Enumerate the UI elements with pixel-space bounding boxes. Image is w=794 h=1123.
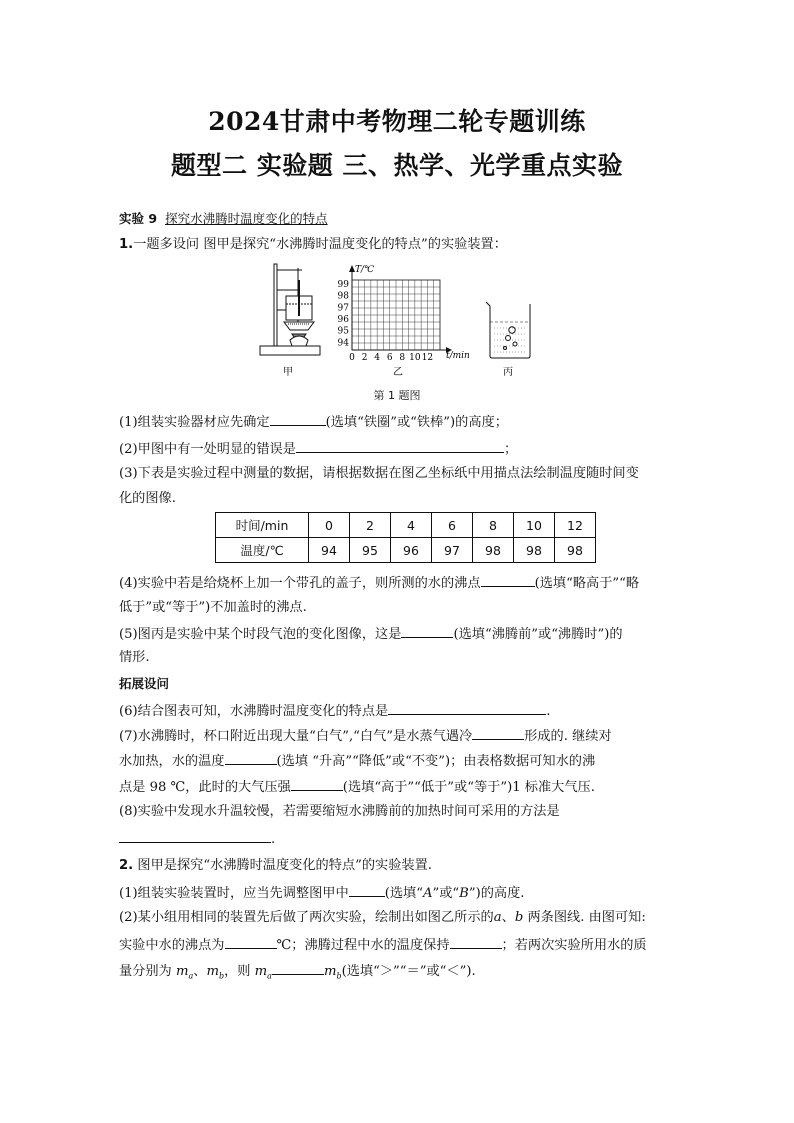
- x-tick-label: 6: [386, 353, 393, 363]
- x-tick-label: 10: [409, 353, 421, 363]
- q1-part4-line1: (4)实验中若是给烧杯上加一个带孔的盖子，则所测的水的沸点 (选填“略高于”“略: [119, 576, 640, 591]
- answer-blank[interactable]: [401, 625, 453, 638]
- q1-part2: (2)甲图中有一处明显的错误是 ；: [119, 442, 518, 457]
- data-table: [215, 512, 596, 563]
- q1-part7-line1: (7)水沸腾时，杯口附近出现大量“白气”,“白气”是水蒸气遇冷 形成的. 继续对: [119, 729, 612, 744]
- table-header-temp: 温度/℃: [216, 538, 309, 563]
- x-tick-label: 12: [421, 353, 434, 363]
- q1-part4-line2: 低于”或“等于”)不加盖时的沸点.: [119, 600, 307, 615]
- y-tick-label: 94: [337, 338, 349, 349]
- x-tick-label: 2: [361, 353, 368, 363]
- q2-number: 2.: [119, 858, 134, 873]
- q1-tag: 一题多设问: [133, 237, 200, 252]
- y-tick-label: 97: [337, 303, 349, 314]
- x-axis-label: t/min: [446, 351, 470, 361]
- graph-yi: [338, 265, 471, 363]
- fig-label-bing: 丙: [503, 367, 513, 378]
- table-row: 时间/min 0 2 4 6 8 10 12: [216, 513, 596, 538]
- apparatus-jia: [260, 264, 320, 355]
- x-tick-label: 8: [399, 353, 406, 363]
- extension-heading: 拓展设问: [119, 676, 170, 691]
- q2-part1: (1)组装实验装置时，应当先调整图甲中 (选填“A”或“B”)的高度.: [119, 886, 525, 901]
- fig-label-yi: 乙: [393, 367, 403, 378]
- answer-blank[interactable]: [388, 702, 546, 715]
- table-row: 温度/℃ 94 95 96 97 98 98 98: [216, 538, 596, 563]
- answer-blank[interactable]: [270, 413, 326, 426]
- q1-part8-line1: (8)实验中发现水升温较慢，若需要缩短水沸腾前的加热时间可采用的方法是: [119, 804, 560, 819]
- fig-label-jia: 甲: [283, 367, 293, 378]
- q1-part7-line2: 水加热，水的温度 (选填 “升高”“降低”或“不变”)；由表格数据可知水的沸: [119, 754, 596, 769]
- q1-part3-line2: 化的图像.: [119, 491, 176, 506]
- section-label: 实验 9: [119, 211, 158, 226]
- answer-blank[interactable]: [349, 884, 385, 897]
- table-header-time: 时间/min: [216, 513, 309, 538]
- y-tick-label: 98: [337, 291, 349, 302]
- q2-part2-line1: (2)某小组用相同的装置先后做了两次实验，绘制出如图乙所示的a、b 两条图线. 由图可知:: [119, 910, 646, 925]
- q2-part2-line3: 量分别为 $m_a$、$m_b$，则 $m_a$ $m_b$(选填“＞”“＝”或“＜”).: [119, 964, 476, 981]
- answer-blank[interactable]: [225, 936, 277, 949]
- x-tick-label: 4: [374, 353, 381, 363]
- q1-part1: (1)组装实验器材应先确定 (选填“铁圈”或“铁棒”)的高度；: [119, 415, 508, 430]
- q1-number: 1.: [119, 237, 134, 252]
- q2-intro: 2. 图甲是探究“水沸腾时温度变化的特点”的实验装置.: [119, 858, 432, 873]
- answer-blank[interactable]: [119, 830, 271, 843]
- section-heading: [119, 211, 679, 227]
- x-tick-label: 0: [349, 353, 355, 363]
- page-title: 2024甘肃中考物理二轮专题训练: [208, 107, 586, 136]
- q1-part5-line1: (5)图丙是实验中某个时段气泡的变化图像，这是 (选填“沸腾前”或“沸腾时”)的: [119, 627, 623, 642]
- answer-blank[interactable]: [272, 962, 324, 975]
- q1-part5-line2: 情形.: [119, 650, 150, 665]
- answer-blank[interactable]: [296, 440, 504, 453]
- q2-part2-line2: 实验中水的沸点为 ℃；沸腾过程中水的温度保持 ；若两次实验所用水的质: [119, 938, 647, 953]
- q1-part7-line3: 点是 98 ℃，此时的大气压强 (选填“高于”“低于”或“等于”)1 标准大气压.: [119, 780, 595, 795]
- figure-caption: 第 1 题图: [373, 389, 421, 402]
- answer-blank[interactable]: [481, 574, 535, 587]
- answer-blank[interactable]: [225, 752, 277, 765]
- y-tick-label: 96: [337, 315, 349, 325]
- q1-part3-line1: (3)下表是实验过程中测量的数据，请根据数据在图乙坐标纸中用描点法绘制温度随时间变: [119, 466, 639, 481]
- y-axis-label: T/℃: [355, 265, 375, 275]
- answer-blank[interactable]: [472, 727, 524, 740]
- y-tick-label: 95: [337, 326, 349, 337]
- q1-part8-line2: .: [119, 830, 679, 848]
- section-name: 探究水沸腾时温度变化的特点: [165, 211, 328, 226]
- beaker-bing: [486, 302, 530, 358]
- answer-blank[interactable]: [450, 936, 502, 949]
- y-tick-label: 99: [337, 280, 349, 290]
- q1-intro: [119, 237, 679, 253]
- q1-part6: (6)结合图表可知，水沸腾时温度变化的特点是 .: [119, 704, 551, 719]
- experiment-figure: [250, 260, 550, 400]
- answer-blank[interactable]: [291, 778, 343, 791]
- page-subtitle: 题型二 实验题 三、热学、光学重点实验: [171, 151, 623, 180]
- q1-intro-text: 图甲是探究“水沸腾时温度变化的特点”的实验装置：: [199, 237, 507, 252]
